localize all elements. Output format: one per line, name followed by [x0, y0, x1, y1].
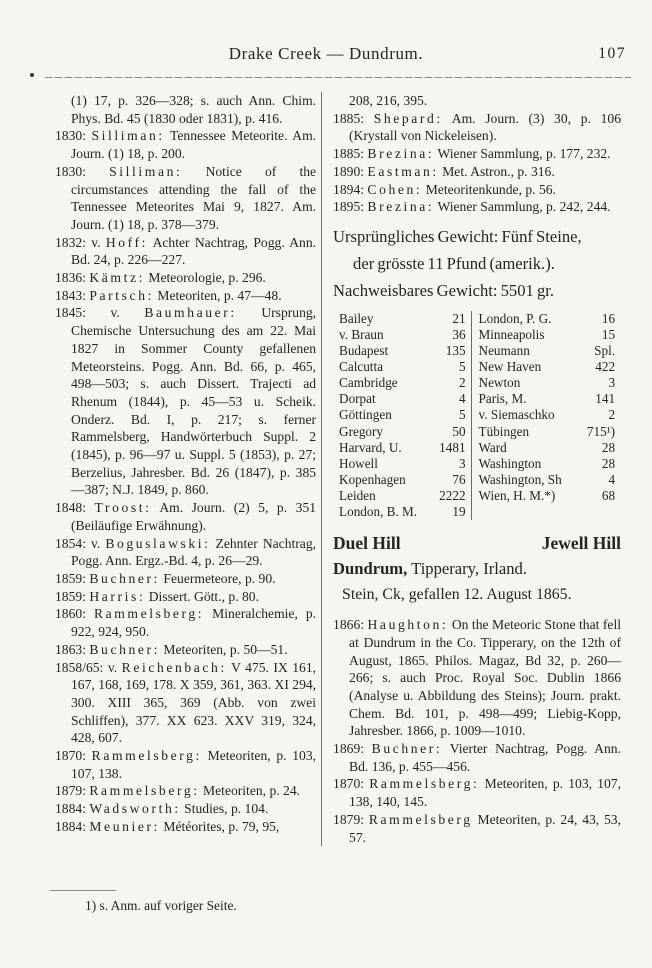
entry-year: 1884: — [55, 801, 86, 817]
entry-text: Meteoritenkunde, p. 56. — [425, 181, 556, 197]
column-divider — [321, 92, 322, 846]
entry-author-prefix: v. — [110, 305, 120, 321]
entry-text: Am. Journ. (2) 5, p. 351 (Beiläufige Erwähnung). — [71, 500, 317, 533]
page-title: Drake Creek — Dundrum. — [228, 44, 424, 63]
entry-year: 1879: — [333, 811, 365, 827]
entry-year: 1832: — [55, 234, 86, 250]
bib-entry — [55, 234, 316, 269]
cell-weight-left: 21 — [435, 311, 471, 327]
cell-location-left: Kopenhagen — [339, 471, 406, 487]
entry-author: Boguslawski: — [105, 535, 211, 551]
cell-weight-left: 4 — [435, 391, 471, 407]
cell-weight-right: Spl. — [594, 343, 616, 359]
entry-author-prefix: v. — [91, 234, 101, 250]
cell-weight-right: 28 — [601, 455, 616, 471]
cell-location-right: Wien, H. M.*) — [478, 487, 556, 503]
entry-author: Buchner: — [371, 741, 443, 757]
entry-text: Tennessee Meteorite. Am. Journ. (1) 18, p. 200. — [71, 128, 317, 162]
cell-location-right — [471, 504, 575, 520]
bib-entry — [55, 287, 316, 305]
bib-entry — [55, 163, 316, 234]
cell-location-left: London, B. M. — [339, 504, 418, 520]
cell-location-left: Cambridge — [339, 375, 398, 391]
cell-weight-right: 68 — [601, 487, 616, 503]
bib-entry — [333, 163, 621, 181]
left-column — [55, 92, 316, 846]
entry-year: 1843: — [55, 287, 86, 303]
cell-weight-left: 19 — [435, 504, 471, 520]
cell-weight-right: 15 — [601, 327, 616, 343]
bib-entry — [55, 782, 316, 800]
entry-year: 1854: — [55, 535, 86, 551]
entry-author: Partsch: — [89, 287, 154, 303]
entry-author: Buchner: — [89, 570, 161, 586]
entry-year: 1860: — [55, 606, 86, 622]
entry-author: Buchner: — [89, 641, 161, 657]
ink-dot — [30, 73, 34, 77]
entry-year: 1885: — [333, 146, 365, 162]
header-rule — [45, 77, 631, 78]
bib-entry — [333, 198, 621, 216]
right-column — [333, 92, 621, 846]
entry-text: Zehnter Nachtrag, Pogg. Ann. Ergz.-Bd. 4, p. 26—29. — [71, 535, 317, 569]
bib-entry — [333, 811, 621, 846]
table-row — [339, 504, 617, 520]
bib-entry — [333, 145, 621, 163]
entry-text: Météorites, p. 79, 95, — [163, 818, 280, 834]
entry-year: 1879: — [55, 783, 86, 799]
entry-text: Mineralchemie, p. 922, 924, 950. — [71, 606, 317, 640]
bib-entry — [333, 110, 621, 145]
weight-table — [339, 311, 617, 520]
entry-author: Brezina: — [367, 199, 435, 215]
cell-location-left: Leiden — [339, 487, 376, 503]
table-row — [339, 375, 617, 391]
bib-entry — [55, 127, 316, 162]
cell-location-right: Neumann — [478, 343, 530, 359]
entry-text: Dissert. Gött., p. 80. — [148, 588, 259, 604]
bib-entry — [55, 269, 316, 287]
entry-year: 1848: — [55, 500, 86, 516]
section-locality-rest: Tipperary, Irland. — [411, 559, 527, 579]
weights-line-2: der grösste 11 Pfund (amerik.). — [353, 253, 555, 273]
entry-author: Shepard: — [373, 110, 443, 126]
bib-entry — [55, 818, 316, 836]
entry-author: Brezina: — [367, 146, 435, 162]
entry-author: Hoff: — [105, 234, 149, 250]
entry-year: 1885: — [333, 110, 365, 126]
entry-text: Vierter Nachtrag, Pogg. Ann. Bd. 136, p. 455—456. — [349, 741, 621, 774]
page-number: 107 — [598, 45, 626, 62]
bib-entry — [55, 800, 316, 818]
cell-location-left: Bailey — [339, 310, 374, 326]
bib-entry — [333, 775, 621, 810]
section-name-alt: Jewell Hill — [541, 533, 621, 554]
entry-year: 1866: — [333, 617, 365, 633]
cell-location-left: v. Braun — [339, 327, 384, 343]
text-columns — [55, 92, 621, 846]
footnote-text: 1) s. Anm. auf voriger Seite. — [85, 898, 237, 913]
entry-author: Eastman: — [367, 163, 439, 179]
table-row — [339, 407, 617, 423]
entry-year: 1884: — [55, 818, 86, 834]
table-row — [339, 359, 617, 375]
cell-weight-right — [575, 504, 617, 520]
entry-year: 1890: — [333, 163, 365, 179]
entry-year: 1870: — [55, 748, 86, 764]
cell-weight-left: 2 — [435, 375, 471, 391]
cell-weight-left: 135 — [435, 343, 471, 359]
entry-text: On the Meteoric Stone that fell at Dundrum in the Co. Tipperary, on the 12th of August, 1865. Philos. Magaz, Bd 32, p. 260—266; s. auch Proc. Royal Soc. Dublin 1866 (Analyse u. Abbildung des Steins); Journ. prakt. Chem. Bd. 101, p. 498—499; Liebig-Kopp, Jahresber. 1866, p. 1009—1010. — [349, 617, 621, 739]
entry-text: Meteorologie, p. 296. — [148, 270, 266, 286]
table-row — [339, 343, 617, 359]
entry-year: 1830: — [55, 163, 86, 179]
entry-author: Rammelsberg: — [89, 783, 200, 799]
entry-text: Studies, p. 104. — [184, 801, 269, 817]
table-row — [339, 311, 617, 327]
entry-year: 1863: — [55, 641, 86, 657]
section-names — [333, 530, 621, 556]
cell-weight-left: 1481 — [435, 440, 471, 456]
entry-text: Achter Nachtrag, Pogg. Ann. Bd. 24, p. 226—227. — [71, 234, 317, 268]
section-heading — [333, 530, 621, 608]
section-locality — [333, 556, 621, 582]
entry-author: Kämtz: — [89, 270, 145, 286]
bib-entry — [55, 570, 316, 588]
entry-year: 1830: — [55, 128, 86, 144]
entry-author: Baumhauer: — [144, 305, 237, 321]
cell-location-right: Washington — [478, 455, 542, 471]
section-name-main: Duel Hill — [333, 533, 401, 554]
cell-weight-right: 28 — [601, 439, 616, 455]
entry-year: 1859: — [55, 588, 86, 604]
table-row — [339, 488, 617, 504]
entry-author: Wadsworth: — [89, 801, 181, 817]
cell-weight-left: 50 — [435, 424, 471, 440]
table-row — [339, 456, 617, 472]
entry-text: Meteoriten, p. 24, 43, 53, 57. — [349, 811, 622, 845]
bib-entry — [55, 605, 316, 640]
cell-location-right: v. Siemaschko — [478, 407, 555, 423]
bib-entry — [55, 659, 316, 748]
cell-location-left: Gregory — [339, 423, 383, 439]
entry-text: 208, 216, 395. — [349, 93, 428, 108]
entry-text: Met. Astron., p. 316. — [442, 163, 555, 179]
entry-author: Cohen: — [367, 181, 423, 197]
entry-year: 1836: — [55, 270, 86, 286]
entry-author: Troost: — [94, 500, 152, 516]
entry-author: Silliman: — [91, 128, 165, 144]
cell-location-left: Howell — [339, 455, 378, 471]
cell-location-left: Budapest — [339, 343, 389, 359]
cell-location-left: Calcutta — [339, 359, 383, 375]
entry-text: Am. Journ. (3) 30, p. 106 (Krystall von Nickeleisen). — [349, 110, 621, 144]
entry-text: Meteoriten, p. 24. — [203, 783, 301, 799]
entry-author: Rammelsberg: — [91, 748, 202, 764]
entry-text: Feuermeteore, p. 90. — [163, 570, 276, 586]
entry-text: (1) 17, p. 326—328; s. auch Ann. Chim. Phys. Bd. 45 (1830 oder 1831), p. 416. — [71, 93, 317, 126]
section-locality-name: Dundrum, — [333, 559, 408, 579]
entry-year: 1859: — [55, 570, 86, 586]
entry-year: 1845: — [55, 305, 86, 321]
weights-line-3: Nachweisbares Gewicht: 5501 gr. — [333, 280, 554, 300]
entry-text: Meteoriten, p. 47—48. — [157, 287, 282, 303]
cell-weight-left: 5 — [435, 407, 471, 423]
section-entries — [333, 616, 621, 846]
bib-entry — [55, 535, 316, 570]
fall-info: Stein, Ck, gefallen 12. August 1865. — [342, 586, 572, 604]
table-row — [339, 391, 617, 407]
cell-weight-right: 2 — [608, 407, 616, 423]
cell-location-right: Washington, Sh — [478, 471, 562, 487]
weights-line-1: Ursprüngliches Gewicht: Fünf Steine, — [333, 226, 582, 246]
cell-location-right: Minneapolis — [478, 327, 545, 343]
entry-year: 1869: — [333, 741, 365, 757]
bib-entry — [333, 616, 621, 740]
cell-location-left: Harvard, U. — [339, 439, 402, 455]
entry-year: 1870: — [333, 776, 365, 792]
entry-author: Rammelsberg: — [369, 776, 480, 792]
bib-entry — [55, 304, 316, 499]
cell-location-right: Paris, M. — [478, 391, 527, 407]
table-row — [339, 327, 617, 343]
bib-entry — [333, 92, 621, 110]
cell-location-right: Newton — [478, 375, 521, 391]
footnote-rule — [50, 890, 116, 891]
cell-location-right: London, P. G. — [478, 310, 552, 326]
entry-text: Ursprung, Chemische Untersuchung des am 22. Mai 1827 in Sommer County gefallenen Meteorsteins. Pogg. Ann. Bd. 66, p. 465, 498—503; s. auch Dissert. Trajecti ad Rhenum (1844), p. 45—53 u. Scheik. Onderz. Bd. I, p. 217; s. ferner Rammelsberg, Handwörterbuch Suppl. 2 (1845), p. 96—97 u. Suppl. 5 (1853), p. 27; Berzelius, Jahresber. Bd. 26 (1847), p. 385—387; N.J. 1849, p. 860. — [71, 305, 317, 498]
cell-location-left: Dorpat — [339, 391, 376, 407]
entry-text: Wiener Sammlung, p. 177, 232. — [437, 146, 611, 162]
bib-entry — [333, 181, 621, 199]
cell-weight-right: 422 — [595, 359, 616, 375]
bib-entry — [333, 740, 621, 775]
cell-weight-left: 36 — [435, 327, 471, 343]
cell-weight-left: 5 — [435, 359, 471, 375]
table-row — [339, 440, 617, 456]
cell-weight-left: 76 — [435, 472, 471, 488]
entry-author: Haughton: — [367, 617, 449, 633]
entry-author-prefix: v. — [90, 535, 101, 551]
cell-weight-right: 3 — [608, 375, 616, 391]
entry-text: Wiener Sammlung, p. 242, 244. — [437, 199, 611, 215]
entry-text: Meteoriten, p. 103, 107, 138, 140, 145. — [349, 776, 621, 810]
bib-entry — [55, 588, 316, 606]
entry-author: Meunier: — [89, 818, 161, 834]
entry-text: Notice of the circumstances attending the fall of the Tennessee Meteorites Mai 9, 1827. Am. Journ. (1) 18, p. 378—379. — [71, 163, 317, 232]
entry-author: Rammelsberg — [368, 811, 473, 827]
entry-year: 1894: — [333, 181, 365, 197]
bib-entry — [55, 499, 316, 534]
entry-author: Reichenbach: — [121, 659, 227, 675]
cell-location-left: Göttingen — [339, 407, 392, 423]
entry-text: Meteoriten, p. 103, 107, 138. — [71, 748, 317, 781]
bib-entry — [55, 747, 316, 782]
entry-year: 1858/65: — [55, 659, 104, 675]
entry-author: Silliman: — [109, 163, 183, 179]
entry-author-prefix: v. — [107, 659, 118, 675]
entry-year: 1895: — [333, 199, 365, 215]
table-row — [339, 424, 617, 440]
entry-text: Meteoriten, p. 50—51. — [163, 641, 288, 657]
cell-weight-right: 141 — [595, 391, 616, 407]
entry-author: Harris: — [89, 588, 146, 604]
cell-location-right: New Haven — [478, 359, 542, 375]
cell-weight-left: 3 — [435, 456, 471, 472]
cell-weight-left: 2222 — [435, 488, 471, 504]
table-row — [339, 472, 617, 488]
bib-entry — [55, 92, 316, 127]
cell-weight-right: 4 — [608, 471, 616, 487]
entry-text: V 475. IX 161, 167, 168, 169, 178. X 359, 361, 363. XI 294, 300. XIII 365, 369 (Abb. von zwei Schliffen), 377. XX 623. XXV 319, 324, 428, 607. — [71, 659, 317, 746]
cell-location-right: Tübingen — [478, 423, 530, 439]
weights-block — [333, 223, 621, 304]
cell-location-right: Ward — [478, 439, 507, 455]
cell-weight-right: 16 — [601, 310, 616, 326]
entry-author: Rammelsberg: — [93, 606, 205, 622]
cell-weight-right: 715¹) — [586, 423, 616, 439]
bib-entry — [55, 641, 316, 659]
